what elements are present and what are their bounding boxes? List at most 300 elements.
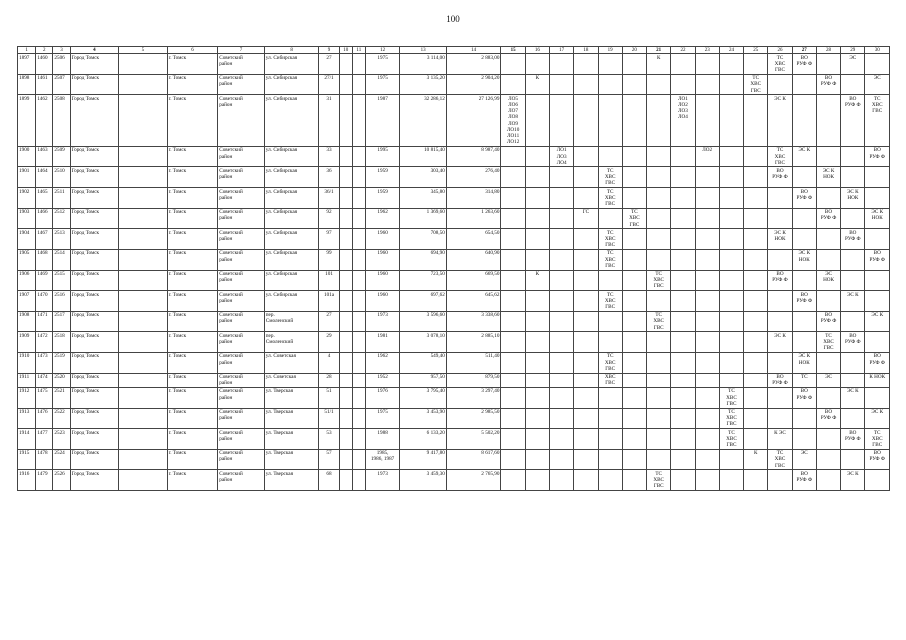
table-cell: 2524	[53, 449, 70, 470]
header-cell: 24	[719, 47, 743, 54]
table-cell	[352, 311, 365, 332]
table-cell	[525, 188, 549, 209]
table-cell: 6 133,20	[400, 429, 447, 450]
table-cell: 101а	[319, 291, 339, 312]
table-cell	[841, 167, 865, 188]
table-row	[18, 352, 890, 373]
table-cell: г. Томск	[167, 54, 218, 75]
table-cell: Советский район	[218, 449, 265, 470]
table-cell: 1460	[36, 54, 53, 75]
table-cell: 2 985,50	[446, 408, 501, 429]
table-cell	[339, 146, 352, 167]
table-cell: ЭС К НОК	[816, 167, 840, 188]
table-cell: ЭС К	[792, 146, 816, 167]
table-cell: 27/1	[319, 74, 339, 95]
table-cell: Город Томск	[70, 229, 119, 250]
table-cell: ТС ХВС ГВС	[598, 229, 622, 250]
table-cell	[719, 74, 743, 95]
table-cell: Город Томск	[70, 352, 119, 373]
table-cell: 1962	[365, 208, 399, 229]
table-cell: ТС ХВС ГВС	[647, 270, 671, 291]
table-cell	[719, 449, 743, 470]
table-cell	[816, 352, 840, 373]
table-cell	[598, 95, 622, 147]
table-cell	[865, 291, 890, 312]
table-cell: 8 617,60	[446, 449, 501, 470]
table-cell: 1465	[36, 188, 53, 209]
table-cell	[622, 95, 646, 147]
table-cell: 2510	[53, 167, 70, 188]
table-cell: ТС ХВС ГВС	[598, 249, 622, 270]
table-cell: ЭС К	[768, 95, 792, 147]
table-cell: 1899	[18, 95, 36, 147]
table-cell: Город Томск	[70, 95, 119, 147]
table-cell: 2506	[53, 54, 70, 75]
table-cell: ул. Сибирская	[264, 74, 319, 95]
table-row	[18, 208, 890, 229]
table-cell: ТС ХВС ГВС	[598, 188, 622, 209]
table-cell	[647, 373, 671, 387]
table-cell: 1470	[36, 291, 53, 312]
table-cell: ТС ХВС ГВС	[598, 352, 622, 373]
table-cell	[119, 408, 168, 429]
table-cell	[352, 167, 365, 188]
table-cell	[719, 270, 743, 291]
table-cell: 2521	[53, 387, 70, 408]
table-row	[18, 229, 890, 250]
header-cell: 8	[264, 47, 319, 54]
table-cell: ТС ХВС ГВС	[598, 167, 622, 188]
table-cell	[574, 54, 598, 75]
table-cell	[119, 208, 168, 229]
table-cell	[768, 188, 792, 209]
table-cell: 1900	[18, 146, 36, 167]
table-cell	[647, 449, 671, 470]
table-cell	[695, 167, 719, 188]
table-cell	[744, 229, 768, 250]
table-cell	[525, 167, 549, 188]
table-cell: ул. Тверская	[264, 449, 319, 470]
table-cell	[574, 387, 598, 408]
header-cell: 3	[53, 47, 70, 54]
table-cell: ЭС К НОК	[792, 352, 816, 373]
table-cell	[816, 429, 840, 450]
table-cell	[574, 291, 598, 312]
table-cell: 1474	[36, 373, 53, 387]
table-cell: Советский район	[218, 208, 265, 229]
table-cell: ВО РУФ Ф	[792, 470, 816, 491]
table-cell: 2526	[53, 470, 70, 491]
table-cell: 1987	[365, 95, 399, 147]
table-cell	[622, 146, 646, 167]
table-cell	[719, 291, 743, 312]
table-cell: 1913	[18, 408, 36, 429]
table-row	[18, 449, 890, 470]
table-cell	[525, 291, 549, 312]
table-cell	[119, 95, 168, 147]
table-cell	[744, 291, 768, 312]
table-cell	[792, 270, 816, 291]
table-cell: г. Томск	[167, 373, 218, 387]
header-cell: 14	[446, 47, 501, 54]
table-cell	[792, 311, 816, 332]
table-cell: ВО РУФ Ф	[865, 449, 890, 470]
table-cell	[339, 95, 352, 147]
table-cell	[841, 373, 865, 387]
header-cell: 20	[622, 47, 646, 54]
table-cell	[352, 408, 365, 429]
table-cell: ТС ХВС ГВС	[647, 470, 671, 491]
table-cell	[792, 95, 816, 147]
page-number: 100	[446, 14, 460, 24]
table-cell	[598, 146, 622, 167]
table-cell	[622, 54, 646, 75]
table-cell: г. Томск	[167, 429, 218, 450]
table-cell: г. Томск	[167, 291, 218, 312]
table-cell	[695, 54, 719, 75]
header-cell: 7	[218, 47, 265, 54]
table-cell: 1905	[18, 249, 36, 270]
table-cell: г. Томск	[167, 387, 218, 408]
table-cell: ул. Тверская	[264, 408, 319, 429]
table-cell	[841, 352, 865, 373]
table-cell	[598, 74, 622, 95]
table-cell: 1904	[18, 229, 36, 250]
table-cell	[525, 311, 549, 332]
table-cell	[695, 188, 719, 209]
table-cell: 1960	[365, 249, 399, 270]
table-cell	[119, 373, 168, 387]
table-cell: 3 453,90	[400, 408, 447, 429]
table-cell	[501, 311, 525, 332]
table-cell	[719, 208, 743, 229]
table-cell: 303,40	[400, 167, 447, 188]
table-cell	[501, 188, 525, 209]
table-cell	[339, 54, 352, 75]
table-cell	[525, 146, 549, 167]
header-cell: 23	[695, 47, 719, 54]
table-cell: Город Томск	[70, 311, 119, 332]
table-cell	[119, 249, 168, 270]
table-cell: ул. Сибирская	[264, 54, 319, 75]
table-cell: ул. Сибирская	[264, 229, 319, 250]
table-row	[18, 429, 890, 450]
table-cell	[574, 311, 598, 332]
table-cell	[622, 229, 646, 250]
table-cell	[792, 408, 816, 429]
table-cell	[574, 229, 598, 250]
table-cell	[647, 249, 671, 270]
table-cell: ТС ХВС ГВС	[768, 449, 792, 470]
table-cell	[549, 95, 573, 147]
table-row	[18, 95, 890, 147]
table-cell: ЭС	[816, 373, 840, 387]
table-cell: г. Томск	[167, 74, 218, 95]
table-cell	[768, 74, 792, 95]
table-cell: 1468	[36, 249, 53, 270]
table-cell	[574, 188, 598, 209]
table-cell	[549, 167, 573, 188]
table-cell: 2519	[53, 352, 70, 373]
table-cell: ЛО5 ЛО6 ЛО7 ЛО8 ЛО9 ЛО10 ЛО11 ЛО12	[501, 95, 525, 147]
table-cell: ЭС К	[841, 387, 865, 408]
table-cell	[119, 74, 168, 95]
table-cell	[768, 291, 792, 312]
table-cell	[841, 408, 865, 429]
table-cell	[339, 167, 352, 188]
table-cell: 1469	[36, 270, 53, 291]
table-cell	[339, 291, 352, 312]
table-cell: 1988	[365, 429, 399, 450]
table-cell	[339, 387, 352, 408]
table-cell	[622, 373, 646, 387]
table-cell: 1472	[36, 332, 53, 353]
table-cell: ТС ХВС ГВС	[865, 95, 890, 147]
table-cell: 511,40	[446, 352, 501, 373]
table-cell: 2518	[53, 332, 70, 353]
table-cell	[501, 74, 525, 95]
header-cell: 22	[671, 47, 695, 54]
table-cell: Советский район	[218, 311, 265, 332]
table-cell: 1907	[18, 291, 36, 312]
table-cell: 1959	[365, 188, 399, 209]
table-cell	[719, 352, 743, 373]
header-cell: 2	[36, 47, 53, 54]
header-cell: 17	[549, 47, 573, 54]
table-cell	[119, 229, 168, 250]
table-cell: Город Томск	[70, 470, 119, 491]
table-cell	[339, 470, 352, 491]
table-cell: ЛО1 ЛО3 ЛО4	[549, 146, 573, 167]
table-cell	[622, 74, 646, 95]
table-cell	[622, 332, 646, 353]
table-cell: пер. Смоленский	[264, 311, 319, 332]
table-cell	[352, 291, 365, 312]
table-cell: ВО РУФ Ф	[816, 408, 840, 429]
table-cell	[501, 387, 525, 408]
table-cell: К ЭС	[768, 429, 792, 450]
header-cell: 9	[319, 47, 339, 54]
table-cell: ТС ХВС ГВС	[622, 208, 646, 229]
table-cell: 1911	[18, 373, 36, 387]
table-cell: Город Томск	[70, 146, 119, 167]
table-cell	[744, 167, 768, 188]
table-cell	[744, 208, 768, 229]
table-cell: ЭС	[841, 54, 865, 75]
table-cell: ул. Советская	[264, 373, 319, 387]
table-cell: ул. Тверская	[264, 470, 319, 491]
header-cell: 28	[816, 47, 840, 54]
table-cell: 1960	[365, 229, 399, 250]
table-cell	[841, 270, 865, 291]
table-cell	[501, 167, 525, 188]
table-cell: ВО РУФ Ф	[841, 332, 865, 353]
table-cell: 1902	[18, 188, 36, 209]
table-cell	[598, 408, 622, 429]
table-cell	[598, 311, 622, 332]
header-cell: 15	[501, 47, 525, 54]
table-cell	[622, 429, 646, 450]
table-cell: 3 338,60	[446, 311, 501, 332]
table-cell	[816, 95, 840, 147]
table-cell	[865, 387, 890, 408]
table-cell: ЛО1 ЛО2 ЛО3 ЛО4	[671, 95, 695, 147]
table-cell: 1910	[18, 352, 36, 373]
table-cell	[525, 229, 549, 250]
table-cell: 51	[319, 387, 339, 408]
table-cell	[865, 270, 890, 291]
table-cell: ЭС К	[841, 470, 865, 491]
table-cell: Город Томск	[70, 270, 119, 291]
header-cell: 12	[365, 47, 399, 54]
table-cell	[525, 429, 549, 450]
table-cell	[792, 429, 816, 450]
table-cell	[525, 387, 549, 408]
table-cell: ЭС К	[841, 291, 865, 312]
table-cell: ВО РУФ Ф	[816, 208, 840, 229]
table-cell	[744, 408, 768, 429]
table-cell: 1901	[18, 167, 36, 188]
table-cell: ВО РУФ Ф	[768, 270, 792, 291]
table-cell	[647, 146, 671, 167]
table-cell	[744, 352, 768, 373]
table-cell: ул. Тверская	[264, 429, 319, 450]
table-cell	[549, 229, 573, 250]
table-cell: г. Томск	[167, 311, 218, 332]
table-cell	[671, 332, 695, 353]
table-cell: 2517	[53, 311, 70, 332]
table-cell	[549, 54, 573, 75]
table-cell: ЭС К НОК	[792, 249, 816, 270]
table-cell: К НОК	[865, 373, 890, 387]
table-cell	[671, 249, 695, 270]
table-cell	[647, 208, 671, 229]
header-row	[18, 47, 890, 54]
table-cell: 10 815,40	[400, 146, 447, 167]
table-cell	[574, 352, 598, 373]
table-cell: Советский район	[218, 332, 265, 353]
table-row	[18, 249, 890, 270]
table-cell: г. Томск	[167, 167, 218, 188]
table-cell: 957,50	[400, 373, 447, 387]
table-cell	[501, 249, 525, 270]
table-cell: 1908	[18, 311, 36, 332]
table-cell	[865, 54, 890, 75]
table-row	[18, 291, 890, 312]
table-cell	[549, 311, 573, 332]
table-cell: ВО РУФ Ф	[792, 387, 816, 408]
table-cell: Советский район	[218, 54, 265, 75]
table-cell: 3 078,10	[400, 332, 447, 353]
header-cell: 1	[18, 47, 36, 54]
table-cell	[525, 470, 549, 491]
table-cell: ТС ХВС ГВС	[816, 332, 840, 353]
table-cell: Советский район	[218, 229, 265, 250]
table-cell: 1898	[18, 74, 36, 95]
table-cell: ТС ХВС ГВС	[719, 387, 743, 408]
header-cell: 29	[841, 47, 865, 54]
header-cell: 13	[400, 47, 447, 54]
table-cell	[574, 332, 598, 353]
table-cell	[339, 74, 352, 95]
table-cell	[671, 352, 695, 373]
header-cell: 4	[70, 47, 119, 54]
table-cell	[647, 291, 671, 312]
table-cell	[574, 167, 598, 188]
table-cell: 2508	[53, 95, 70, 147]
table-cell	[501, 470, 525, 491]
table-cell	[574, 146, 598, 167]
table-cell: 1462	[36, 95, 53, 147]
table-cell	[352, 229, 365, 250]
table-cell: 2515	[53, 270, 70, 291]
table-cell	[647, 95, 671, 147]
table-cell	[622, 311, 646, 332]
table-cell: Город Томск	[70, 167, 119, 188]
table-cell: 1466	[36, 208, 53, 229]
table-cell	[501, 208, 525, 229]
table-cell	[744, 332, 768, 353]
table-cell	[744, 270, 768, 291]
table-cell: Город Томск	[70, 74, 119, 95]
table-cell: ЛО2	[695, 146, 719, 167]
table-cell: 549,40	[400, 352, 447, 373]
table-cell: ЭС К НОК	[841, 188, 865, 209]
table-cell	[865, 188, 890, 209]
header-cell: 25	[744, 47, 768, 54]
table-cell: г. Томск	[167, 332, 218, 353]
table-cell	[574, 95, 598, 147]
table-cell: 3 135,20	[400, 74, 447, 95]
table-cell	[768, 470, 792, 491]
table-cell	[719, 146, 743, 167]
table-cell	[622, 352, 646, 373]
table-cell	[549, 352, 573, 373]
table-cell	[647, 229, 671, 250]
table-cell: пер. Смоленский	[264, 332, 319, 353]
table-cell	[671, 291, 695, 312]
table-cell	[501, 352, 525, 373]
table-cell: 1473	[36, 352, 53, 373]
table-cell	[647, 167, 671, 188]
table-cell: 36	[319, 167, 339, 188]
table-cell	[339, 249, 352, 270]
table-cell	[671, 54, 695, 75]
table-cell	[574, 249, 598, 270]
table-cell: 645,62	[446, 291, 501, 312]
table-cell	[671, 373, 695, 387]
table-cell	[671, 167, 695, 188]
table-cell: 2 885,10	[446, 332, 501, 353]
table-cell: ул. Тверская	[264, 387, 319, 408]
table-cell	[352, 387, 365, 408]
table-cell	[501, 291, 525, 312]
table-cell	[622, 270, 646, 291]
table-cell: 36/1	[319, 188, 339, 209]
table-cell	[352, 54, 365, 75]
table-cell	[339, 208, 352, 229]
table-cell: Советский район	[218, 373, 265, 387]
table-cell: 1973	[365, 470, 399, 491]
table-cell: 1471	[36, 311, 53, 332]
table-cell: ул. Сибирская	[264, 270, 319, 291]
table-cell: 1467	[36, 229, 53, 250]
table-cell	[352, 208, 365, 229]
table-row	[18, 146, 890, 167]
table-cell	[501, 270, 525, 291]
table-cell	[695, 373, 719, 387]
table-cell	[119, 291, 168, 312]
